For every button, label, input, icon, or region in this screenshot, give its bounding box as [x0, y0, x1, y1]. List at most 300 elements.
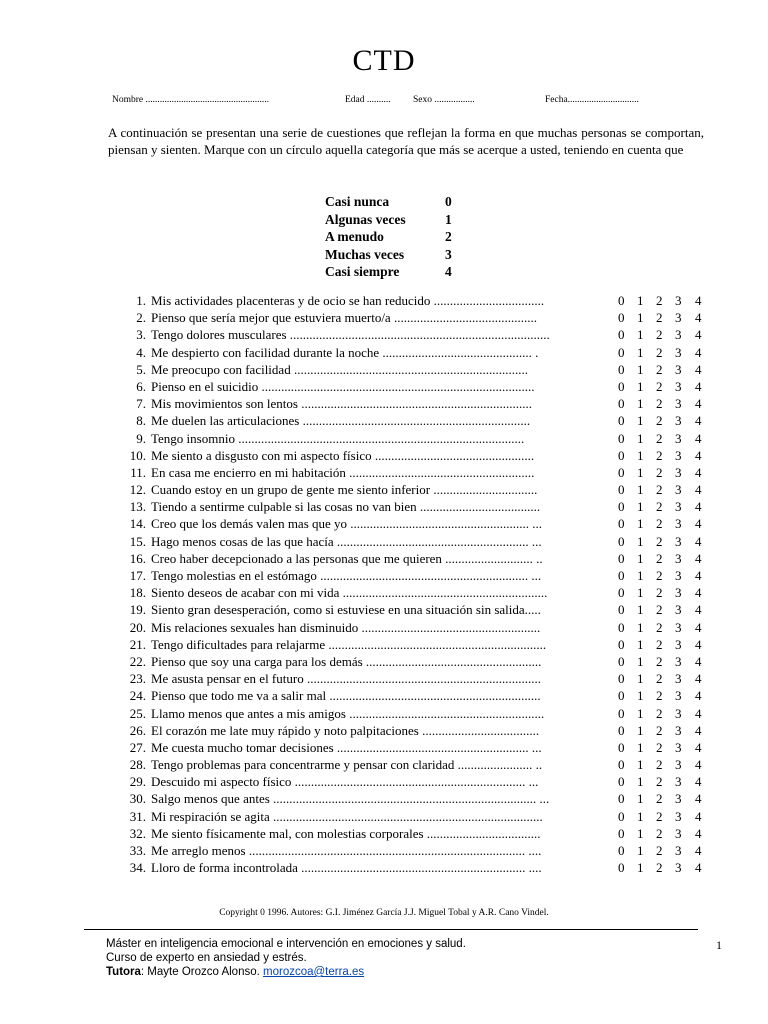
answer-option-3[interactable]: 3: [675, 378, 682, 394]
answer-option-0[interactable]: 0: [618, 860, 625, 876]
question-number: 13.: [129, 499, 146, 515]
answer-option-0[interactable]: 0: [618, 825, 625, 841]
answer-option-0[interactable]: 0: [618, 447, 625, 463]
answer-option-3[interactable]: 3: [675, 653, 682, 669]
answer-option-0[interactable]: 0: [618, 516, 625, 532]
question-row: [108, 533, 708, 550]
scale-row: [325, 193, 465, 211]
answer-option-4[interactable]: 4: [695, 602, 702, 618]
answer-option-4[interactable]: 4: [695, 671, 702, 687]
question-row: [108, 550, 708, 567]
answer-option-4[interactable]: 4: [695, 774, 702, 790]
question-row: [108, 773, 708, 790]
question-text: El corazón me late muy rápido y noto palpitaciones ....................................: [151, 722, 540, 738]
scale-label: Algunas veces: [325, 211, 406, 227]
question-text: Tengo molestias en el estómago ................................................................ ...: [151, 568, 542, 583]
answer-option-3[interactable]: 3: [675, 293, 682, 308]
answer-option-3[interactable]: 3: [675, 413, 682, 429]
answer-option-0[interactable]: 0: [618, 533, 625, 549]
question-text: Me siento físicamente mal, con molestias corporales ...................................: [151, 825, 541, 841]
question-row: [108, 619, 708, 636]
questionnaire-items: [108, 292, 708, 876]
answer-option-2[interactable]: 2: [656, 550, 663, 566]
answer-option-0[interactable]: 0: [618, 464, 625, 480]
question-number: 26.: [129, 722, 146, 738]
answer-option-2[interactable]: 2: [656, 482, 663, 498]
answer-option-2[interactable]: 2: [656, 636, 663, 652]
question-text: Siento gran desesperación, como si estuviese en una situación sin salida.....: [151, 602, 541, 618]
field-fecha[interactable]: Fecha..............................: [545, 95, 639, 105]
question-text: Me siento a disgusto con mi aspecto físico .................................................: [151, 447, 535, 463]
question-row: [108, 790, 708, 807]
answer-option-4[interactable]: 4: [695, 705, 702, 721]
field-sexo[interactable]: Sexo .................: [413, 95, 475, 105]
question-number: 17.: [129, 568, 146, 583]
answer-option-3[interactable]: 3: [675, 671, 682, 687]
question-number: 25.: [129, 705, 146, 721]
question-number: 12.: [129, 482, 146, 498]
question-text: Mi respiración se agita ...................................................................................: [151, 808, 543, 824]
question-number: 3.: [136, 327, 146, 343]
answer-option-2[interactable]: 2: [656, 533, 663, 549]
answer-option-3[interactable]: 3: [675, 585, 682, 601]
answer-option-0[interactable]: 0: [618, 688, 625, 704]
answer-option-0[interactable]: 0: [618, 344, 625, 360]
answer-option-3[interactable]: 3: [675, 774, 682, 790]
answer-option-1[interactable]: 1: [637, 516, 644, 532]
question-text: Me duelen las articulaciones ......................................................................: [151, 413, 531, 429]
answer-option-0[interactable]: 0: [618, 482, 625, 498]
answer-option-2[interactable]: 2: [656, 568, 663, 583]
answer-option-3[interactable]: 3: [675, 568, 682, 583]
answer-option-1[interactable]: 1: [637, 413, 644, 429]
answer-option-0[interactable]: 0: [618, 327, 625, 343]
answer-option-1[interactable]: 1: [637, 327, 644, 343]
question-text: Llamo menos que antes a mis amigos ............................................................: [151, 705, 545, 721]
answer-option-1[interactable]: 1: [637, 310, 644, 326]
question-number: 2.: [136, 310, 146, 326]
question-text: Creo que los demás valen mas que yo ....................................................... ...: [151, 516, 543, 532]
question-number: 27.: [129, 739, 146, 755]
answer-option-4[interactable]: 4: [695, 310, 702, 326]
question-text: Tiendo a sentirme culpable si las cosas no van bien .....................................: [151, 499, 541, 515]
answer-option-3[interactable]: 3: [675, 499, 682, 515]
scale-label: Muchas veces: [325, 246, 405, 262]
question-text: Hago menos cosas de las que hacía ........................................................... ...: [151, 533, 542, 549]
scale-label: Casi siempre: [325, 264, 400, 279]
question-number: 10.: [129, 447, 146, 463]
tutor-label: Tutora: [106, 966, 141, 978]
question-row: [108, 687, 708, 704]
answer-option-2[interactable]: 2: [656, 293, 663, 308]
copyright-notice: Copyright 0 1996. Autores: G.I. Jiménez García J.J. Miguel Tobal y A.R. Cano Vindel.: [219, 908, 549, 918]
answer-option-3[interactable]: 3: [675, 705, 682, 721]
answer-option-3[interactable]: 3: [675, 757, 682, 773]
answer-option-2[interactable]: 2: [656, 774, 663, 790]
question-number: 15.: [129, 533, 146, 549]
answer-option-4[interactable]: 4: [695, 688, 702, 704]
answer-option-1[interactable]: 1: [637, 430, 644, 446]
question-number: 24.: [129, 688, 146, 704]
question-text: Cuando estoy en un grupo de gente me siento inferior ................................: [151, 482, 538, 498]
answer-option-3[interactable]: 3: [675, 636, 682, 652]
answer-option-4[interactable]: 4: [695, 447, 702, 463]
question-number: 11.: [130, 464, 146, 480]
answer-option-1[interactable]: 1: [637, 739, 644, 755]
question-row: [108, 447, 708, 464]
answer-option-2[interactable]: 2: [656, 671, 663, 687]
answer-option-2[interactable]: 2: [656, 739, 663, 755]
question-number: 8.: [136, 413, 146, 429]
question-number: 32.: [129, 825, 146, 841]
answer-option-1[interactable]: 1: [637, 843, 644, 858]
answer-option-0[interactable]: 0: [618, 722, 625, 738]
answer-option-2[interactable]: 2: [656, 653, 663, 669]
question-text: Me despierto con facilidad durante la noche .............................................. .: [151, 344, 539, 360]
answer-option-2[interactable]: 2: [656, 361, 663, 377]
question-row: [108, 584, 708, 601]
question-text: Mis movimientos son lentos .......................................................................: [151, 396, 532, 412]
question-text: Lloro de forma incontrolada ..................................................................... ....: [151, 860, 542, 876]
answer-option-3[interactable]: 3: [675, 516, 682, 532]
answer-option-3[interactable]: 3: [675, 533, 682, 549]
answer-option-0[interactable]: 0: [618, 757, 625, 773]
question-row: [108, 292, 708, 309]
answer-option-1[interactable]: 1: [637, 825, 644, 841]
question-row: [108, 430, 708, 447]
question-text: Pienso que soy una carga para los demás ......................................................: [151, 653, 542, 669]
answer-option-2[interactable]: 2: [656, 413, 663, 429]
answer-option-4[interactable]: 4: [695, 430, 702, 446]
answer-option-0[interactable]: 0: [618, 653, 625, 669]
answer-option-2[interactable]: 2: [656, 499, 663, 515]
answer-option-1[interactable]: 1: [637, 499, 644, 515]
answer-option-0[interactable]: 0: [618, 310, 625, 326]
answer-option-0[interactable]: 0: [618, 378, 625, 394]
question-number: 14.: [129, 516, 146, 532]
answer-option-4[interactable]: 4: [695, 516, 702, 532]
answer-option-4[interactable]: 4: [695, 550, 702, 566]
instructions-paragraph: A continuación se presentan una serie de cuestiones que reflejan la forma en que muchas personas se comportan, piensan y sienten. Marque con un círculo aquella categoría que más se acerque a usted, teniendo en cuenta que: [108, 125, 704, 157]
question-number: 29.: [129, 774, 146, 790]
answer-option-1[interactable]: 1: [637, 293, 644, 308]
question-text: Pienso que sería mejor que estuviera muerto/a ............................................: [151, 310, 537, 326]
question-text: Tengo insomnio ........................................................................................: [151, 430, 525, 446]
answer-option-4[interactable]: 4: [695, 499, 702, 515]
answer-option-2[interactable]: 2: [656, 430, 663, 446]
question-text: Mis actividades placenteras y de ocio se han reducido ..................................: [151, 293, 545, 308]
answer-option-4[interactable]: 4: [695, 808, 702, 824]
answer-option-1[interactable]: 1: [637, 482, 644, 498]
question-number: 21.: [129, 636, 146, 652]
scale-value: 3: [445, 246, 452, 262]
answer-option-0[interactable]: 0: [618, 550, 625, 566]
answer-option-4[interactable]: 4: [695, 843, 702, 858]
answer-option-3[interactable]: 3: [675, 843, 682, 858]
question-row: [108, 739, 708, 756]
answer-option-1[interactable]: 1: [637, 344, 644, 360]
question-text: Salgo menos que antes ................................................................................. ...: [151, 791, 550, 807]
footer-line-master: Máster en inteligencia emocional e intervención en emociones y salud.: [106, 938, 466, 950]
answer-option-1[interactable]: 1: [637, 671, 644, 687]
question-text: Mis relaciones sexuales han disminuido .......................................................: [151, 619, 541, 635]
answer-option-3[interactable]: 3: [675, 602, 682, 618]
scale-row: [325, 228, 465, 246]
response-scale: [325, 193, 465, 281]
answer-option-1[interactable]: 1: [637, 705, 644, 721]
answer-option-3[interactable]: 3: [675, 447, 682, 463]
question-row: [108, 808, 708, 825]
question-text: Creo haber decepcionado a las personas que me quieren ........................... ..: [151, 550, 543, 566]
scale-value: 4: [445, 264, 452, 279]
answer-option-0[interactable]: 0: [618, 602, 625, 618]
answer-option-3[interactable]: 3: [675, 396, 682, 412]
answer-option-1[interactable]: 1: [637, 602, 644, 618]
question-row: [108, 636, 708, 653]
tutor-name: : Mayte Orozco Alonso.: [140, 966, 264, 978]
answer-option-4[interactable]: 4: [695, 585, 702, 601]
answer-option-4[interactable]: 4: [695, 482, 702, 498]
answer-option-4[interactable]: 4: [695, 344, 702, 360]
answer-option-2[interactable]: 2: [656, 722, 663, 738]
scale-value: 1: [445, 211, 452, 227]
answer-option-0[interactable]: 0: [618, 705, 625, 721]
answer-option-3[interactable]: 3: [675, 860, 682, 876]
answer-option-0[interactable]: 0: [618, 585, 625, 601]
answer-option-1[interactable]: 1: [637, 688, 644, 704]
answer-option-4[interactable]: 4: [695, 757, 702, 773]
answer-option-2[interactable]: 2: [656, 396, 663, 412]
scale-value: 2: [445, 229, 452, 244]
answer-option-4[interactable]: 4: [695, 568, 702, 583]
answer-option-1[interactable]: 1: [637, 550, 644, 566]
answer-option-4[interactable]: 4: [695, 636, 702, 652]
scale-label: Casi nunca: [325, 194, 390, 209]
question-text: Me asusta pensar en el futuro ........................................................................: [151, 671, 541, 687]
question-number: 33.: [129, 843, 146, 858]
answer-option-4[interactable]: 4: [695, 413, 702, 429]
question-number: 30.: [129, 791, 146, 807]
answer-option-0[interactable]: 0: [618, 774, 625, 790]
answer-option-1[interactable]: 1: [637, 774, 644, 790]
answer-option-0[interactable]: 0: [618, 430, 625, 446]
question-row: [108, 859, 708, 876]
answer-option-4[interactable]: 4: [695, 378, 702, 394]
answer-option-3[interactable]: 3: [675, 327, 682, 343]
question-row: [108, 326, 708, 343]
answer-option-1[interactable]: 1: [637, 585, 644, 601]
question-text: En casa me encierro en mi habitación .........................................................: [151, 464, 535, 480]
answer-option-1[interactable]: 1: [637, 464, 644, 480]
answer-option-1[interactable]: 1: [637, 533, 644, 549]
answer-option-2[interactable]: 2: [656, 585, 663, 601]
question-text: Pienso que todo me va a salir mal .................................................................: [151, 688, 541, 704]
question-row: [108, 464, 708, 481]
answer-option-3[interactable]: 3: [675, 722, 682, 738]
answer-option-4[interactable]: 4: [695, 361, 702, 377]
answer-option-3[interactable]: 3: [675, 688, 682, 704]
question-number: 9.: [136, 430, 146, 446]
scale-row: [325, 211, 465, 229]
answer-option-3[interactable]: 3: [675, 808, 682, 824]
answer-option-2[interactable]: 2: [656, 757, 663, 773]
answer-option-4[interactable]: 4: [695, 464, 702, 480]
answer-option-4[interactable]: 4: [695, 293, 702, 308]
field-nombre[interactable]: Nombre ....................................................: [112, 95, 270, 105]
answer-option-0[interactable]: 0: [618, 808, 625, 824]
question-row: [108, 567, 708, 584]
question-text: Tengo dificultades para relajarme ...................................................................: [151, 636, 547, 652]
question-number: 5.: [136, 361, 146, 377]
question-number: 6.: [136, 378, 146, 394]
answer-option-4[interactable]: 4: [695, 739, 702, 755]
question-text: Tengo dolores musculares ................................................................................: [151, 327, 550, 343]
page-number: 1: [716, 938, 722, 952]
answer-option-0[interactable]: 0: [618, 293, 625, 308]
question-number: 16.: [129, 550, 146, 566]
answer-option-2[interactable]: 2: [656, 705, 663, 721]
question-number: 34.: [129, 860, 146, 876]
answer-option-2[interactable]: 2: [656, 860, 663, 876]
footer-line-tutor: [106, 965, 466, 979]
question-row: [108, 601, 708, 618]
answer-option-0[interactable]: 0: [618, 739, 625, 755]
answer-option-3[interactable]: 3: [675, 825, 682, 841]
answer-option-3[interactable]: 3: [675, 361, 682, 377]
answer-option-2[interactable]: 2: [656, 843, 663, 858]
question-text: Me cuesta mucho tomar decisiones ........................................................... ...: [151, 739, 542, 755]
answer-option-4[interactable]: 4: [695, 653, 702, 669]
answer-option-1[interactable]: 1: [637, 722, 644, 738]
question-row: [108, 722, 708, 739]
answer-option-0[interactable]: 0: [618, 636, 625, 652]
question-row: [108, 378, 708, 395]
question-row: [108, 756, 708, 773]
answer-option-1[interactable]: 1: [637, 791, 644, 807]
answer-option-2[interactable]: 2: [656, 825, 663, 841]
answer-option-3[interactable]: 3: [675, 482, 682, 498]
answer-option-0[interactable]: 0: [618, 671, 625, 687]
scale-row: [325, 246, 465, 264]
answer-option-1[interactable]: 1: [637, 396, 644, 412]
answer-option-4[interactable]: 4: [695, 619, 702, 635]
scale-value: 0: [445, 194, 452, 209]
answer-option-2[interactable]: 2: [656, 688, 663, 704]
answer-option-1[interactable]: 1: [637, 808, 644, 824]
answer-option-3[interactable]: 3: [675, 464, 682, 480]
answer-option-4[interactable]: 4: [695, 791, 702, 807]
answer-option-1[interactable]: 1: [637, 636, 644, 652]
answer-option-2[interactable]: 2: [656, 808, 663, 824]
answer-option-1[interactable]: 1: [637, 619, 644, 635]
answer-option-2[interactable]: 2: [656, 327, 663, 343]
field-edad[interactable]: Edad ..........: [345, 95, 391, 105]
answer-option-1[interactable]: 1: [637, 378, 644, 394]
answer-option-3[interactable]: 3: [675, 619, 682, 635]
answer-option-0[interactable]: 0: [618, 843, 625, 858]
answer-option-2[interactable]: 2: [656, 378, 663, 394]
answer-option-0[interactable]: 0: [618, 791, 625, 807]
answer-option-3[interactable]: 3: [675, 739, 682, 755]
answer-option-0[interactable]: 0: [618, 361, 625, 377]
question-row: [108, 344, 708, 361]
question-number: 20.: [129, 619, 146, 635]
answer-option-1[interactable]: 1: [637, 568, 644, 583]
answer-option-4[interactable]: 4: [695, 722, 702, 738]
question-text: Descuido mi aspecto físico ....................................................................... ...: [151, 774, 539, 790]
answer-option-2[interactable]: 2: [656, 464, 663, 480]
answer-option-3[interactable]: 3: [675, 550, 682, 566]
question-number: 18.: [129, 585, 146, 601]
question-number: 31.: [129, 808, 146, 824]
question-row: [108, 653, 708, 670]
answer-option-1[interactable]: 1: [637, 757, 644, 773]
answer-option-2[interactable]: 2: [656, 602, 663, 618]
answer-option-0[interactable]: 0: [618, 619, 625, 635]
answer-option-3[interactable]: 3: [675, 344, 682, 360]
question-number: 1.: [136, 293, 146, 308]
question-text: Tengo problemas para concentrarme y pensar con claridad ....................... ..: [151, 757, 543, 773]
answer-option-1[interactable]: 1: [637, 361, 644, 377]
question-number: 22.: [129, 653, 146, 669]
answer-option-4[interactable]: 4: [695, 825, 702, 841]
answer-option-3[interactable]: 3: [675, 310, 682, 326]
answer-option-2[interactable]: 2: [656, 516, 663, 532]
question-row: [108, 395, 708, 412]
answer-option-4[interactable]: 4: [695, 860, 702, 876]
question-row: [108, 498, 708, 515]
answer-option-3[interactable]: 3: [675, 791, 682, 807]
question-text: Me preocupo con facilidad ........................................................................: [151, 361, 528, 377]
answer-option-4[interactable]: 4: [695, 327, 702, 343]
footer-line-course: Curso de experto en ansiedad y estrés.: [106, 952, 307, 964]
answer-option-2[interactable]: 2: [656, 447, 663, 463]
scale-label: A menudo: [325, 229, 384, 244]
answer-option-0[interactable]: 0: [618, 568, 625, 583]
question-row: [108, 705, 708, 722]
scale-row: [325, 263, 465, 281]
document-title: CTD: [352, 44, 416, 77]
answer-option-4[interactable]: 4: [695, 396, 702, 412]
question-row: [108, 309, 708, 326]
answer-option-1[interactable]: 1: [637, 447, 644, 463]
answer-option-4[interactable]: 4: [695, 533, 702, 549]
answer-option-2[interactable]: 2: [656, 619, 663, 635]
tutor-email-link[interactable]: morozcoa@terra.es: [263, 966, 365, 978]
question-row: [108, 670, 708, 687]
question-row: [108, 515, 708, 532]
answer-option-2[interactable]: 2: [656, 344, 663, 360]
answer-option-1[interactable]: 1: [637, 860, 644, 876]
answer-option-2[interactable]: 2: [656, 310, 663, 326]
question-row: [108, 412, 708, 429]
question-number: 23.: [129, 671, 146, 687]
answer-option-2[interactable]: 2: [656, 791, 663, 807]
question-row: [108, 825, 708, 842]
question-number: 28.: [129, 757, 146, 773]
question-row: [108, 361, 708, 378]
question-text: Pienso en el suicidio ....................................................................................: [151, 378, 535, 394]
answer-option-0[interactable]: 0: [618, 413, 625, 429]
answer-option-0[interactable]: 0: [618, 396, 625, 412]
footer-divider: [84, 929, 698, 930]
answer-option-3[interactable]: 3: [675, 430, 682, 446]
question-number: 4.: [136, 344, 146, 360]
answer-option-1[interactable]: 1: [637, 653, 644, 669]
footer: [106, 937, 466, 979]
answer-option-0[interactable]: 0: [618, 499, 625, 515]
question-row: [108, 842, 708, 859]
